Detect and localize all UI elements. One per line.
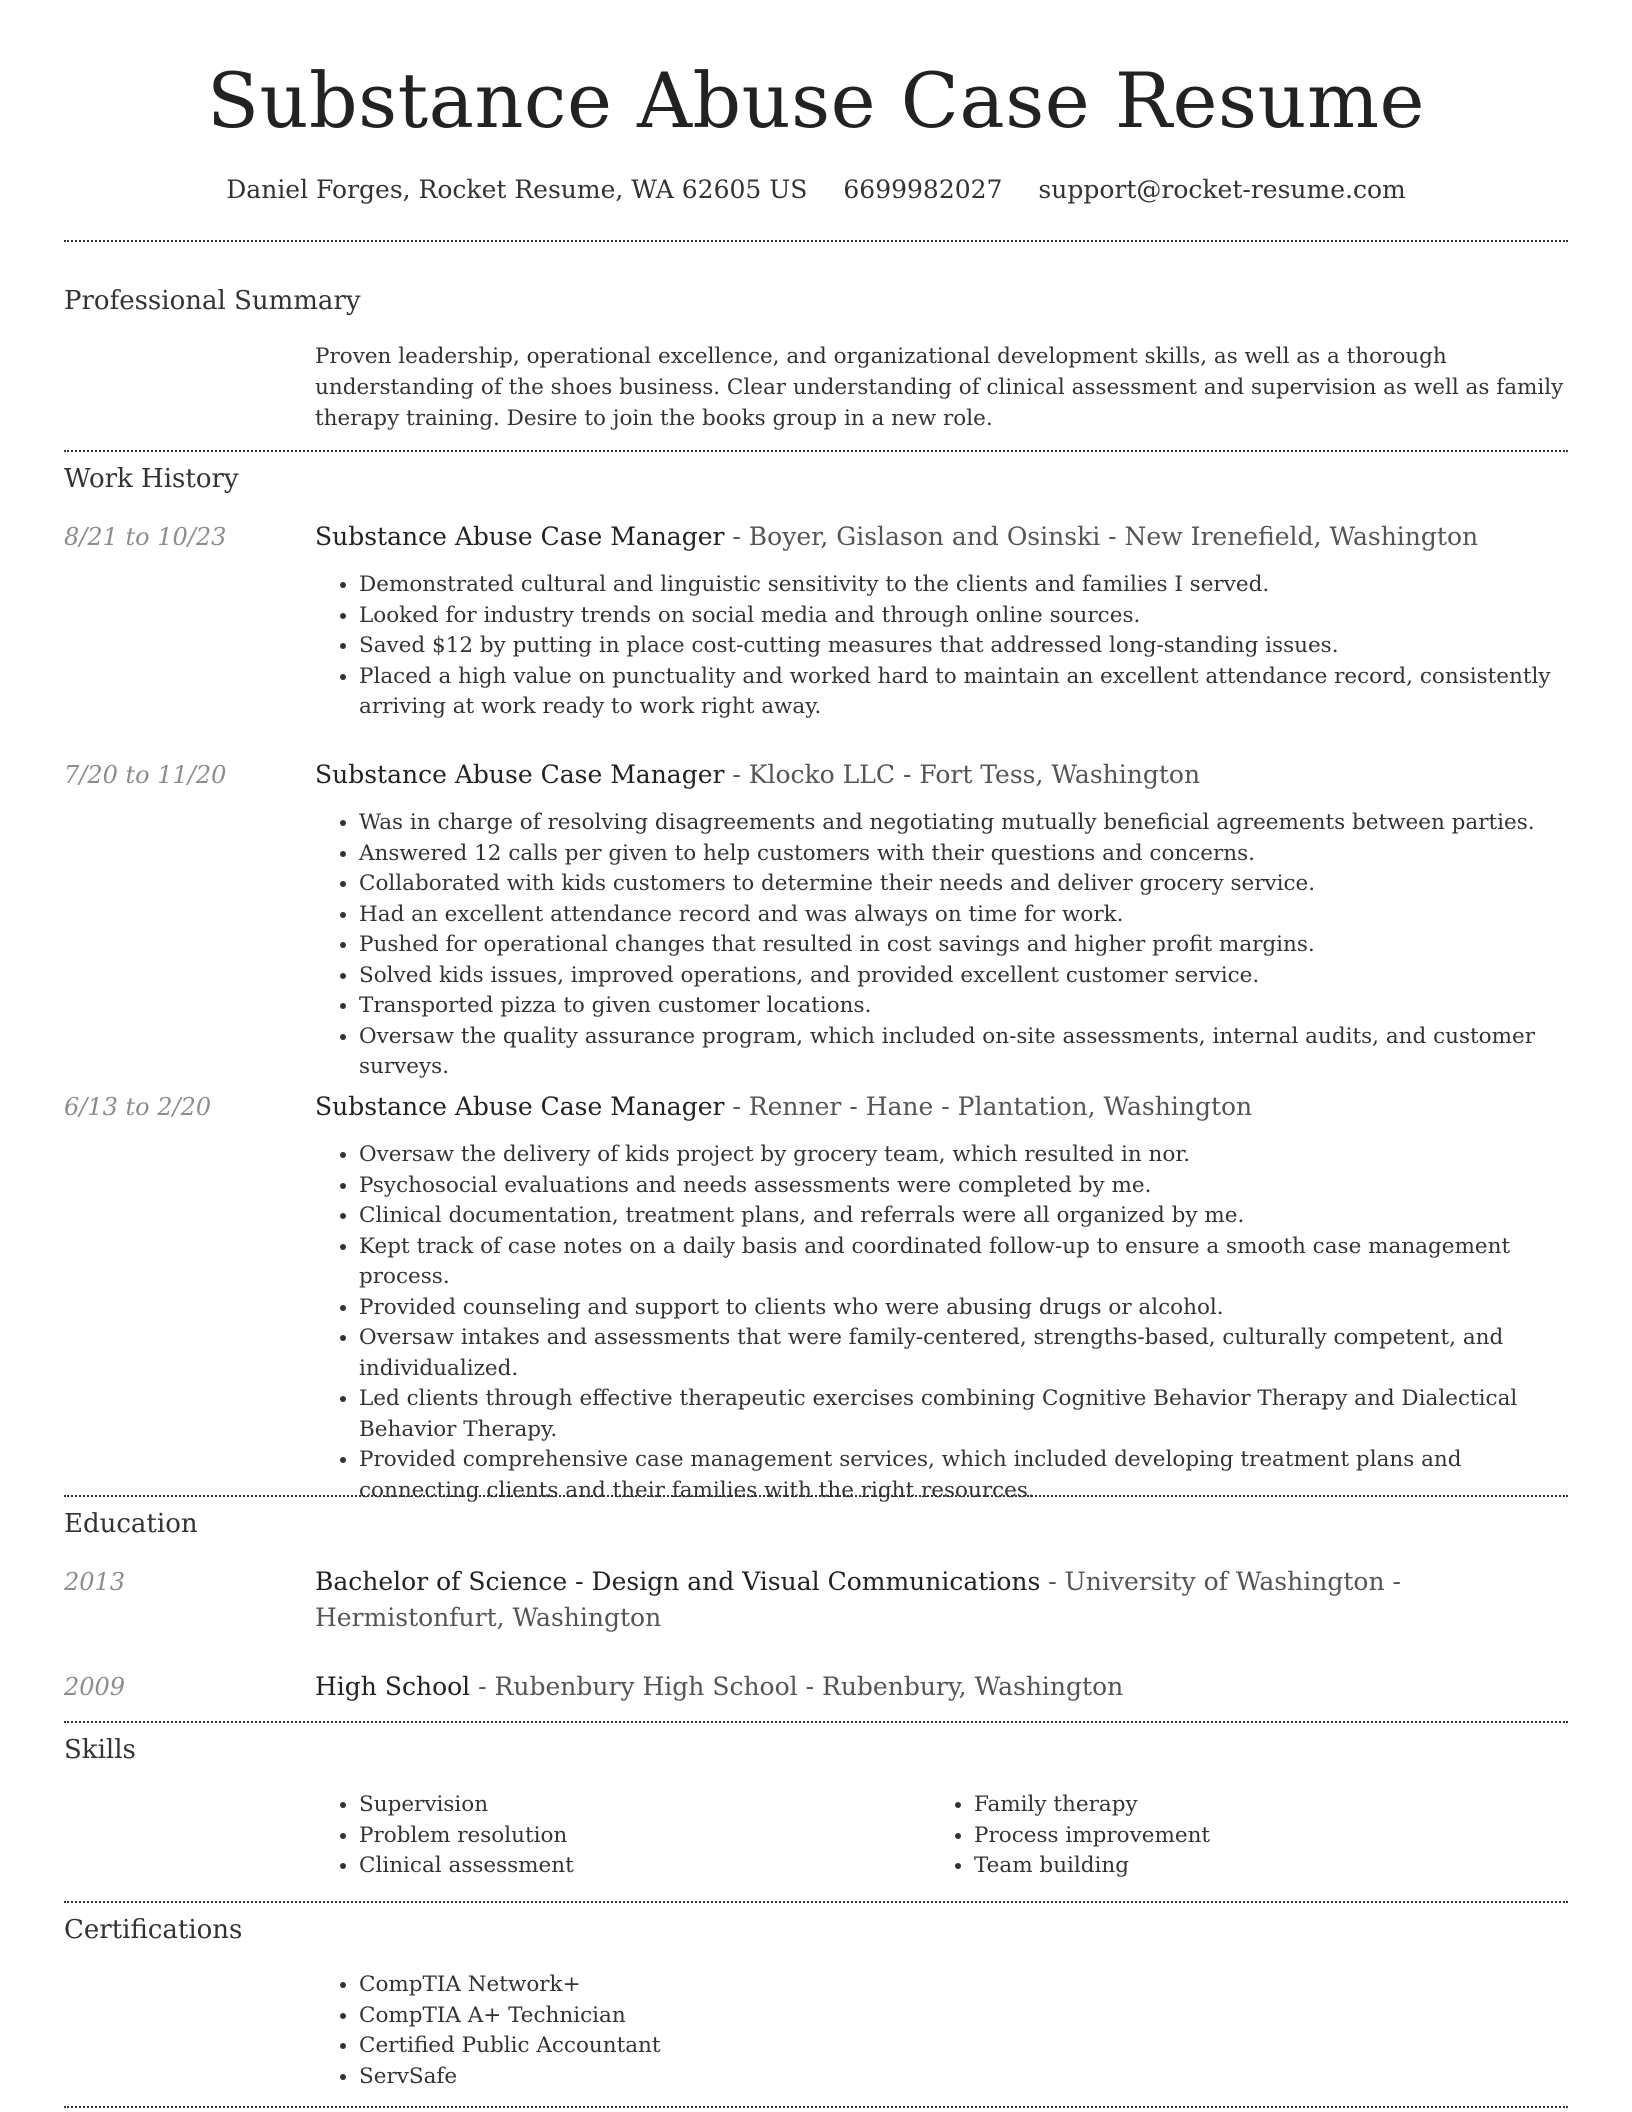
job-header: [315, 519, 1568, 555]
job-title: Substance Abuse Case Manager: [315, 1092, 725, 1121]
list-item: • Oversaw intakes and assessments that were family-centered, strengths-based, culturally competent, and individualized.: [359, 1323, 1568, 1384]
list-item: • Clinical assessment: [359, 1851, 875, 1882]
list-item: • Collaborated with kids customers to determine their needs and deliver grocery service.: [359, 869, 1568, 900]
divider: [64, 1721, 1568, 1723]
skills-list-right: [930, 1790, 1530, 1882]
divider: [64, 450, 1568, 452]
contact-email: support@rocket-resume.com: [1038, 175, 1406, 204]
divider: [64, 1901, 1568, 1903]
job-dates: 6/13 to 2/20: [64, 1093, 212, 1121]
list-item: • Process improvement: [974, 1821, 1530, 1852]
education-heading: Education: [64, 1509, 198, 1539]
list-item: • Led clients through effective therapeutic exercises combining Cognitive Behavior Therapy and Dialectical Behavior Therapy.: [359, 1384, 1568, 1445]
education-year: 2009: [64, 1673, 126, 1701]
list-item: • Certified Public Accountant: [359, 2031, 1568, 2062]
job-title: Substance Abuse Case Manager: [315, 522, 725, 551]
list-item: • Family therapy: [974, 1790, 1530, 1821]
list-item: • Pushed for operational changes that resulted in cost savings and higher profit margins.: [359, 930, 1568, 961]
education-degree: Bachelor of Science - Design and Visual Communications: [315, 1567, 1041, 1596]
contact-address: Daniel Forges, Rocket Resume, WA 62605 US: [226, 175, 808, 204]
list-item: • Looked for industry trends on social media and through online sources.: [359, 601, 1568, 632]
skills-heading: Skills: [64, 1735, 136, 1765]
job-bullets: [315, 808, 1568, 1083]
education-year: 2013: [64, 1568, 126, 1596]
certifications-list: [315, 1970, 1568, 2092]
job-header: [315, 1089, 1568, 1125]
list-item: • Team building: [974, 1851, 1530, 1882]
job-bullets: [315, 570, 1568, 723]
job-details: - Renner - Hane - Plantation, Washington: [724, 1092, 1253, 1121]
contact-line: [0, 170, 1632, 210]
list-item: • Placed a high value on punctuality and worked hard to maintain an excellent attendance record, consistently arriving at work ready to work right away.: [359, 662, 1568, 723]
education-entry: [315, 1669, 1568, 1705]
list-item: • Solved kids issues, improved operations, and provided excellent customer service.: [359, 961, 1568, 992]
list-item: • Clinical documentation, treatment plans, and referrals were all organized by me.: [359, 1201, 1568, 1232]
list-item: • Transported pizza to given customer locations.: [359, 991, 1568, 1022]
resume-title: Substance Abuse Case Resume: [206, 56, 1426, 145]
list-item: • Psychosocial evaluations and needs assessments were completed by me.: [359, 1171, 1568, 1202]
list-item: • Had an excellent attendance record and was always on time for work.: [359, 900, 1568, 931]
list-item: • Answered 12 calls per given to help customers with their questions and concerns.: [359, 839, 1568, 870]
summary-text: Proven leadership, operational excellence, and organizational development skills, as well as a thorough understanding of the shoes business. Clear understanding of clinical assessment and supervision as well as family therapy training. Desire to join the books group in a new role.: [315, 344, 1564, 431]
list-item: • Supervision: [359, 1790, 875, 1821]
job-dates: 7/20 to 11/20: [64, 761, 227, 789]
education-details: - Rubenbury High School - Rubenbury, Washington: [470, 1672, 1124, 1701]
certifications-heading: Certifications: [64, 1915, 243, 1945]
job-bullets: [315, 1140, 1568, 1506]
skills-list-left: [315, 1790, 875, 1882]
contact-phone: 6699982027: [843, 175, 1003, 204]
job-dates: 8/21 to 10/23: [64, 523, 227, 551]
divider: [64, 1495, 1568, 1497]
list-item: • Oversaw the quality assurance program, which included on-site assessments, internal audits, and customer surveys.: [359, 1022, 1568, 1083]
list-item: • Kept track of case notes on a daily basis and coordinated follow-up to ensure a smooth case management process.: [359, 1232, 1568, 1293]
list-item: • Provided comprehensive case management services, which included developing treatment plans and connecting clients and their families with the right resources.: [359, 1445, 1568, 1506]
list-item: • Problem resolution: [359, 1821, 875, 1852]
education-degree: High School: [315, 1672, 471, 1701]
list-item: • Oversaw the delivery of kids project by grocery team, which resulted in nor.: [359, 1140, 1568, 1171]
list-item: • CompTIA Network+: [359, 1970, 1568, 2001]
job-title: Substance Abuse Case Manager: [315, 760, 725, 789]
list-item: • Was in charge of resolving disagreements and negotiating mutually beneficial agreements between parties.: [359, 808, 1568, 839]
job-details: - Boyer, Gislason and Osinski - New Irenefield, Washington: [724, 522, 1479, 551]
education-entry: [315, 1564, 1568, 1636]
divider: [64, 240, 1568, 242]
job-details: - Klocko LLC - Fort Tess, Washington: [724, 760, 1201, 789]
education-details: - University of Washington - Hermistonfurt, Washington: [315, 1567, 1401, 1632]
list-item: • Saved $12 by putting in place cost-cutting measures that addressed long-standing issues.: [359, 631, 1568, 662]
divider: [64, 2106, 1568, 2108]
list-item: • Demonstrated cultural and linguistic sensitivity to the clients and families I served.: [359, 570, 1568, 601]
list-item: • CompTIA A+ Technician: [359, 2001, 1568, 2032]
list-item: • ServSafe: [359, 2062, 1568, 2093]
job-header: [315, 757, 1568, 793]
work-history-heading: Work History: [64, 464, 239, 494]
list-item: • Provided counseling and support to clients who were abusing drugs or alcohol.: [359, 1293, 1568, 1324]
summary-heading: Professional Summary: [64, 286, 361, 316]
